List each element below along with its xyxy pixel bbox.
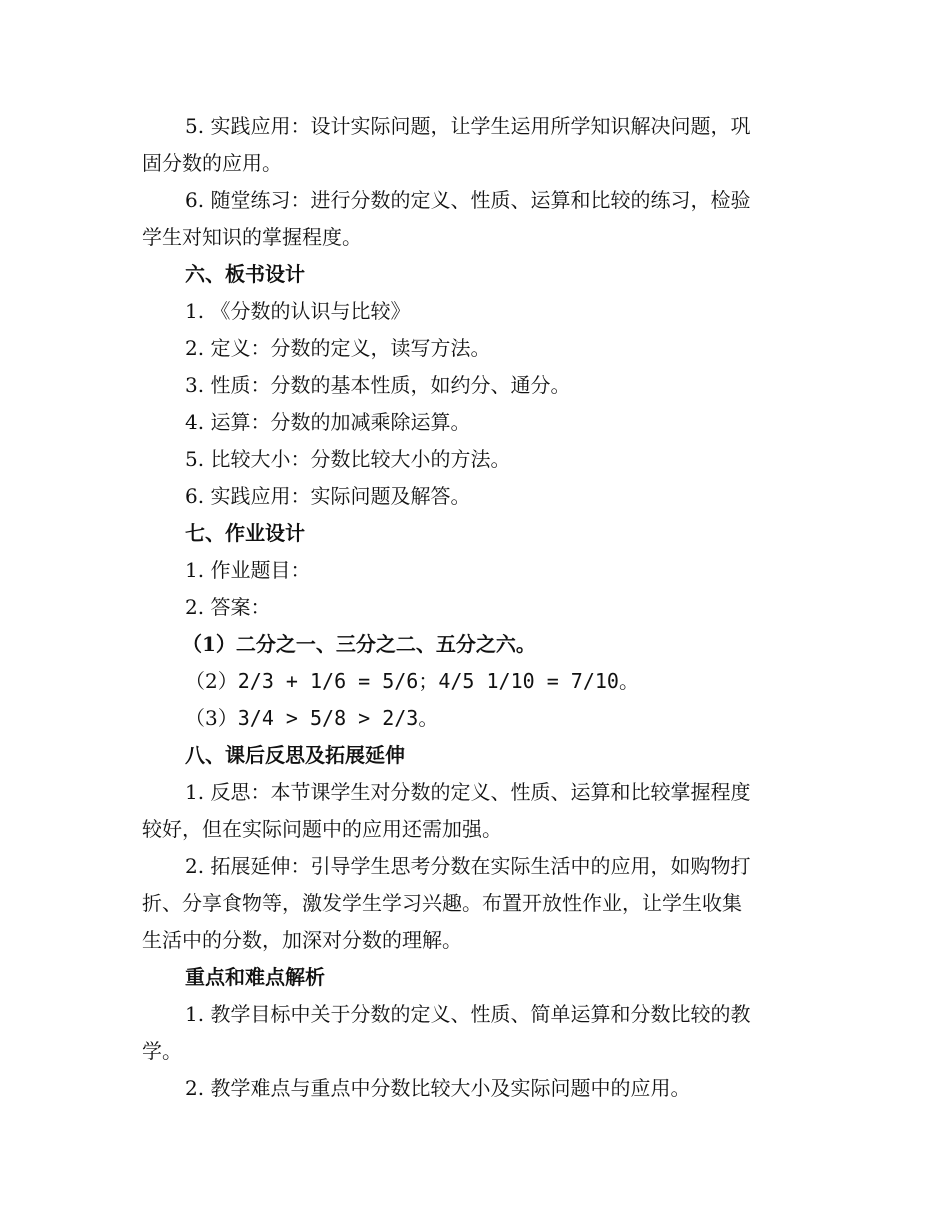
section-heading-reflection: 八、课后反思及拓展延伸 [185, 743, 405, 767]
list-item: 2. 定义：分数的定义，读写方法。 [185, 336, 491, 360]
section-heading-homework: 七、作业设计 [185, 521, 305, 545]
answer-item-1: （1）二分之一、三分之二、五分之六。 [182, 632, 536, 656]
paragraph-line: 学生对知识的掌握程度。 [142, 225, 362, 249]
section-heading-key-points: 重点和难点解析 [185, 965, 325, 989]
section-heading-board-design: 六、板书设计 [185, 262, 305, 286]
paragraph-line: 1. 教学目标中关于分数的定义、性质、简单运算和分数比较的教 [185, 1002, 751, 1026]
list-item: 4. 运算：分数的加减乘除运算。 [185, 410, 471, 434]
document-page [142, 108, 810, 1107]
answer-prefix: （2） [185, 669, 238, 693]
list-item: 5. 比较大小：分数比较大小的方法。 [185, 447, 511, 471]
list-item: 3. 性质：分数的基本性质，如约分、通分。 [185, 373, 571, 397]
paragraph-line: 6. 随堂练习：进行分数的定义、性质、运算和比较的练习，检验 [185, 188, 751, 212]
paragraph-line: 较好，但在实际问题中的应用还需加强。 [142, 817, 502, 841]
list-item: 6. 实践应用：实际问题及解答。 [185, 484, 471, 508]
answer-math: 2/3 + 1/6 = 5/6；4/5 1/10 = 7/10。 [237, 669, 639, 693]
paragraph-line: 生活中的分数，加深对分数的理解。 [142, 928, 462, 952]
paragraph-line: 5. 实践应用：设计实际问题，让学生运用所学知识解决问题，巩 [185, 114, 751, 138]
paragraph-line: 2. 教学难点与重点中分数比较大小及实际问题中的应用。 [185, 1076, 691, 1100]
answer-math: 3/4 > 5/8 > 2/3。 [237, 706, 439, 730]
paragraph-line: 2. 拓展延伸：引导学生思考分数在实际生活中的应用，如购物打 [185, 854, 751, 878]
answer-item-2 [142, 663, 810, 700]
answer-prefix: （3） [185, 706, 238, 730]
paragraph-line: 折、分享食物等，激发学生学习兴趣。布置开放性作业，让学生收集 [142, 891, 742, 915]
list-item: 1. 《分数的认识与比较》 [185, 299, 411, 323]
list-item: 2. 答案： [185, 595, 271, 619]
answer-item-3 [142, 700, 810, 737]
paragraph-line: 固分数的应用。 [142, 151, 282, 175]
paragraph-line: 1. 反思：本节课学生对分数的定义、性质、运算和比较掌握程度 [185, 780, 751, 804]
list-item: 1. 作业题目： [185, 558, 311, 582]
paragraph-line: 学。 [142, 1039, 182, 1063]
